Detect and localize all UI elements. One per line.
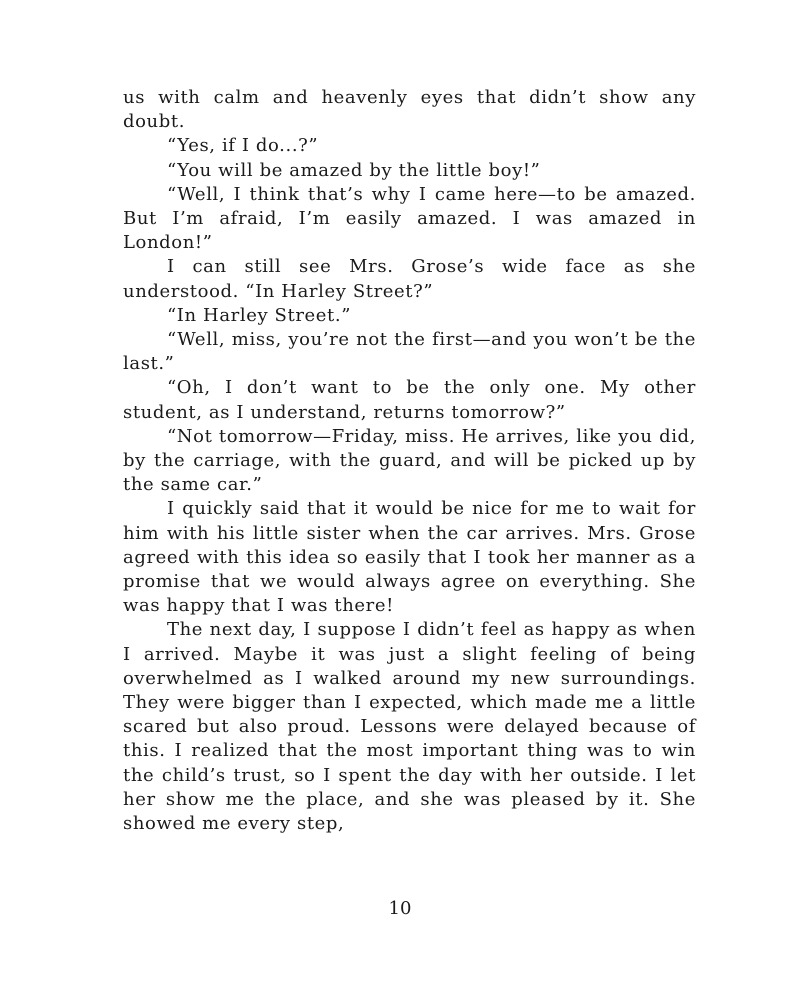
page-number: 10 bbox=[388, 898, 412, 919]
paragraph: “You will be amazed by the little boy!” bbox=[167, 159, 541, 181]
paragraph: The next day, I suppose I didn’t feel as happy as when I arrived. Maybe it was just a slight feeling of being overwhelmed as I walked around my new surroundings. They were bigger than I expected, which made me a little scared but also proud. Lessons were delayed because of this. I realized that the most important thing was to win the child’s trust, so I spent the day with her outside. I let her show me the place, and she was pleased by it. She showed me every step, bbox=[123, 619, 696, 835]
paragraph: I can still see Mrs. Grose’s wide face as she understood. “In Harley Street?” bbox=[123, 256, 696, 302]
paragraph: “Well, miss, you’re not the first—and you won’t be the last.” bbox=[123, 329, 696, 375]
paragraph: “Yes, if I do...?” bbox=[167, 135, 319, 157]
paragraph: us with calm and heavenly eyes that didn’t show any doubt. bbox=[123, 87, 696, 133]
paragraph: “Well, I think that’s why I came here—to be amazed. But I’m afraid, I’m easily amazed. I was amazed in London!” bbox=[123, 183, 696, 254]
paragraph: I quickly said that it would be nice for me to wait for him with his little sister when the car arrives. Mrs. Grose agreed with this idea so easily that I took her manner as a promise that we would always agree on everything. She was happy that I was there! bbox=[123, 498, 696, 617]
paragraph: “In Harley Street.” bbox=[167, 304, 351, 326]
paragraph: “Not tomorrow—Friday, miss. He arrives, like you did, by the carriage, with the guard, and will be picked up by the same car.” bbox=[123, 425, 696, 496]
paragraph: “Oh, I don’t want to be the only one. My other student, as I understand, returns tomorrow?” bbox=[123, 377, 696, 423]
page-body bbox=[123, 86, 696, 836]
